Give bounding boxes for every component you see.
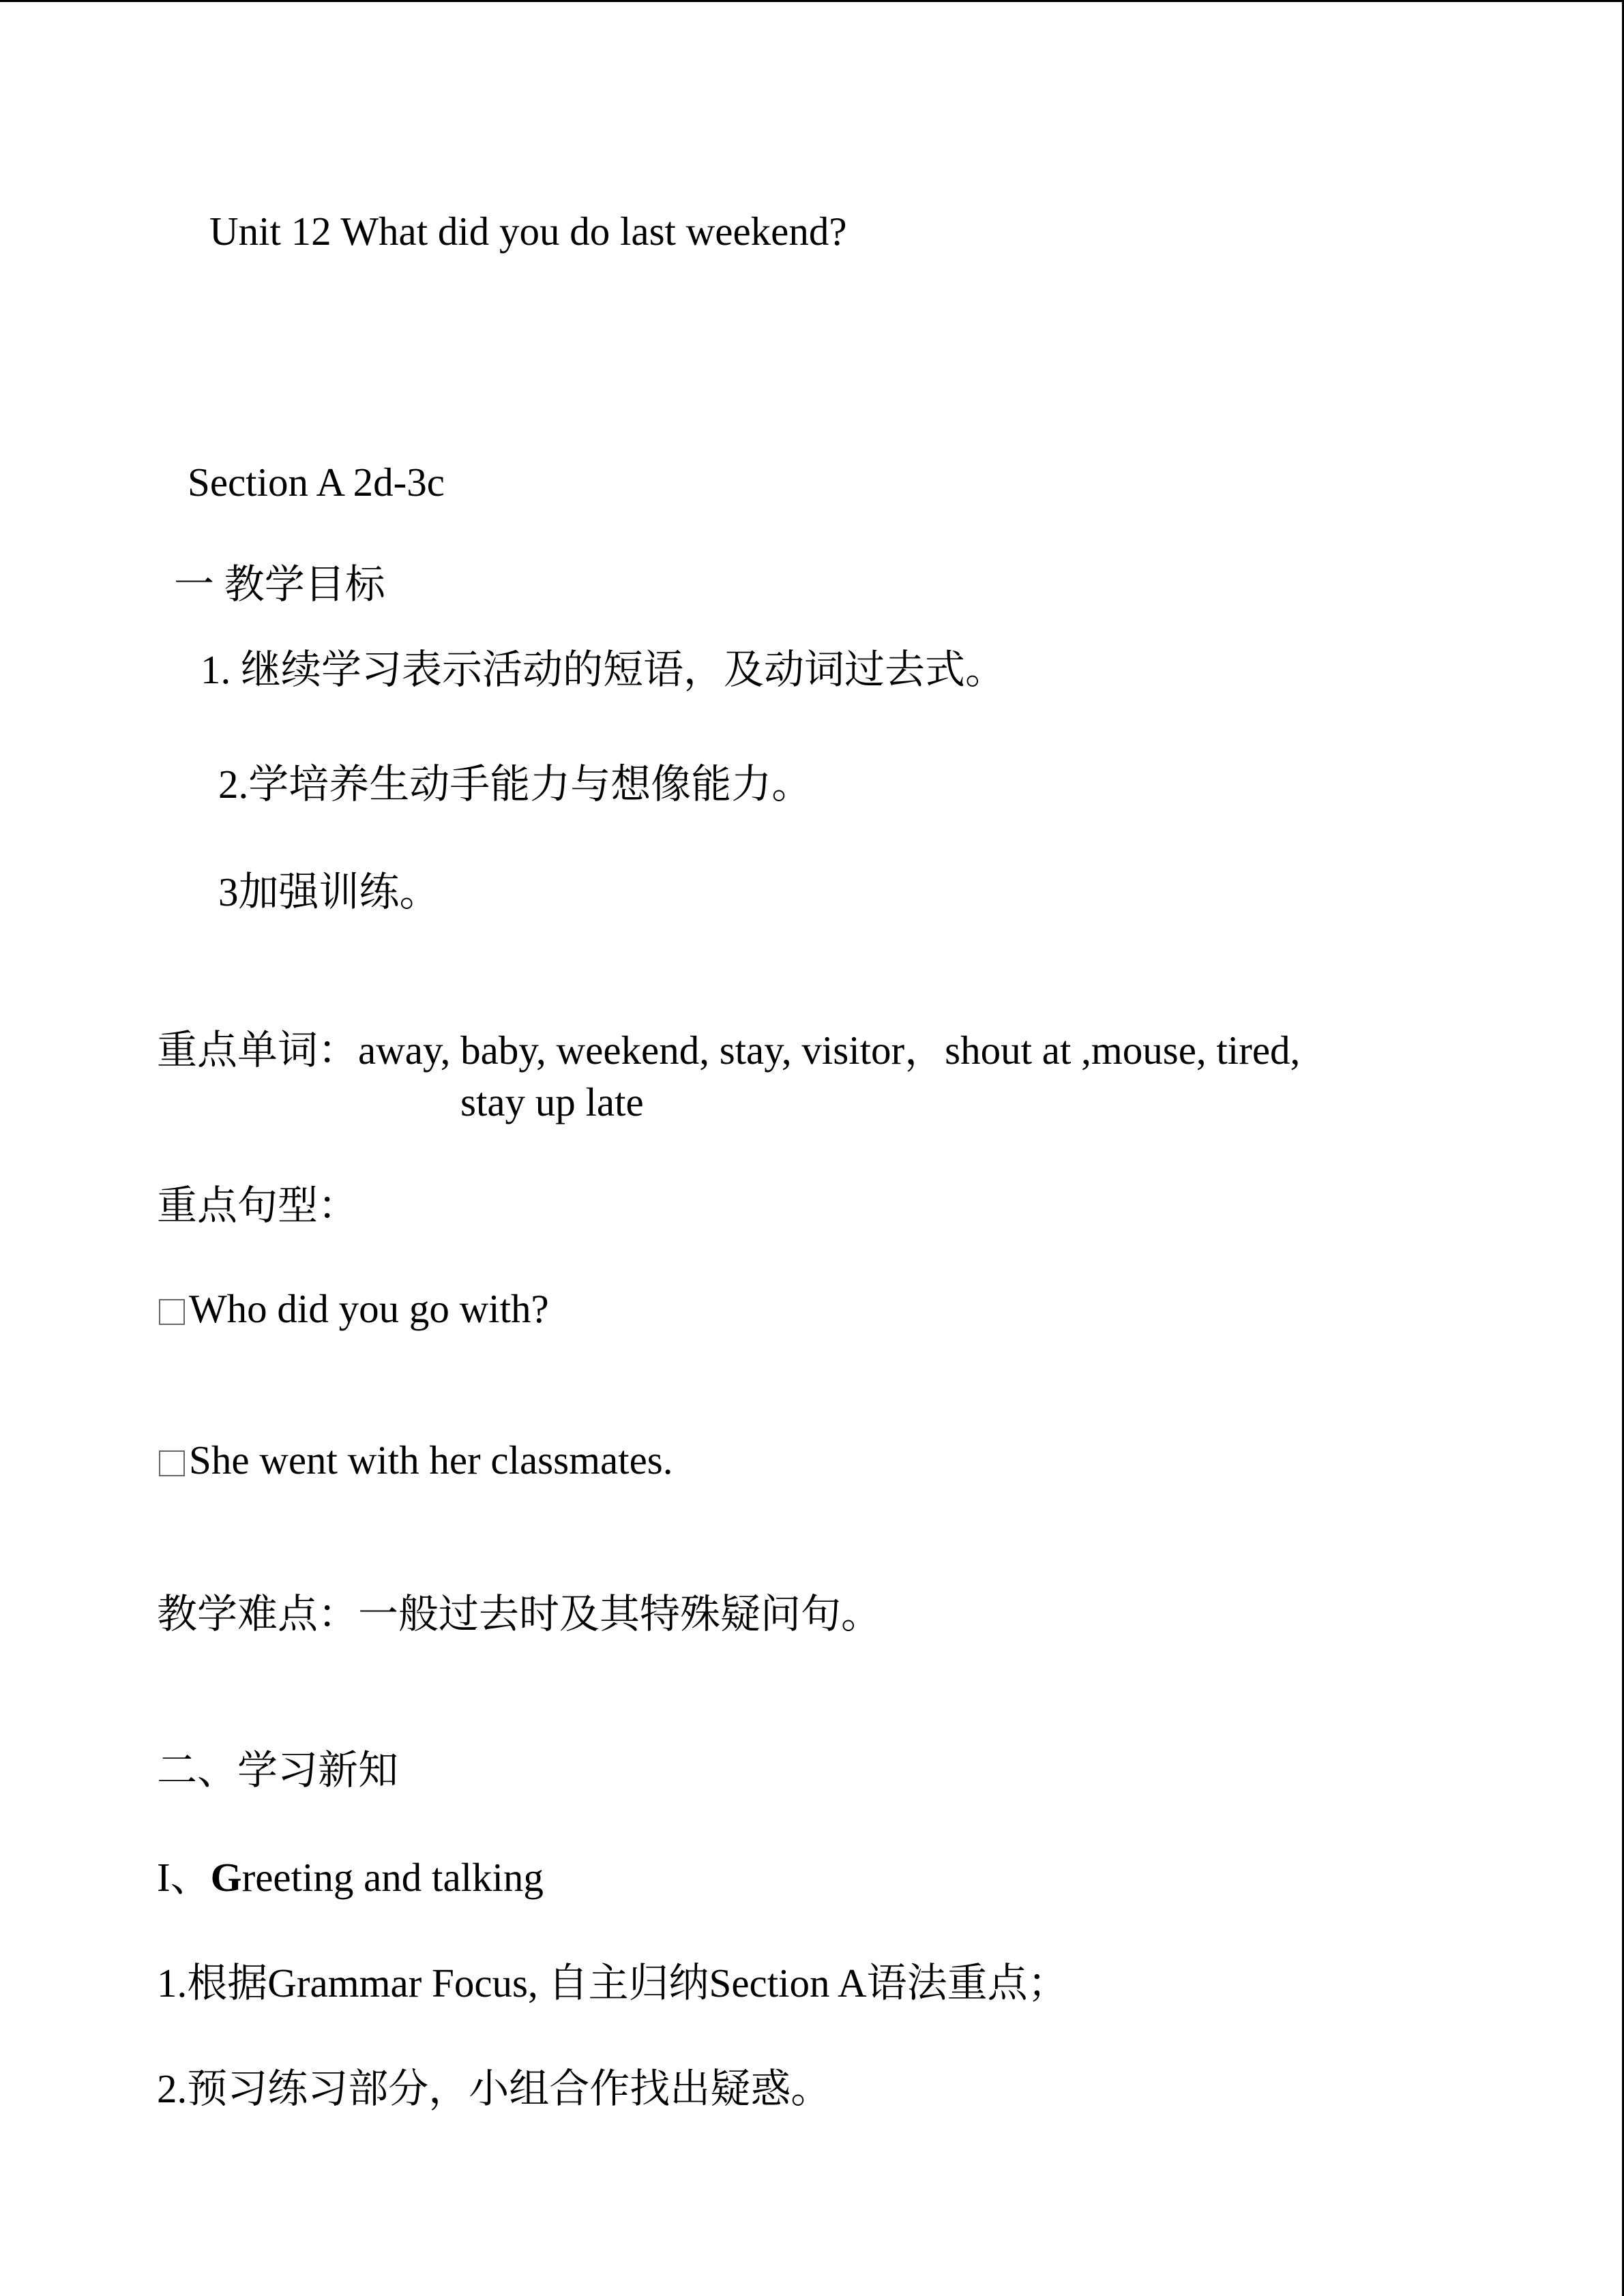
checkbox-icon	[159, 1450, 185, 1476]
key-sentence-1-text: Who did you go with?	[189, 1286, 549, 1331]
new-learning-item-1: 1.根据Grammar Focus, 自主归纳Section A语法重点；	[157, 1960, 1068, 2006]
key-words-continuation: stay up late	[460, 1079, 644, 1124]
key-words-label: 重点单词：	[157, 1028, 359, 1073]
teaching-difficulty: 教学难点：一般过去时及其特殊疑问句。	[157, 1592, 882, 1637]
objective-item-2: 2.学培养生动手能力与想像能力。	[218, 762, 812, 807]
subheading-prefix: I、	[157, 1855, 211, 1900]
key-sentence-2	[159, 1436, 673, 1484]
new-learning-item-2: 2.预习练习部分，小组合作找出疑惑。	[157, 2066, 831, 2111]
new-learning-heading: 二、学习新知	[157, 1748, 399, 1793]
objectives-heading: 一 教学目标	[174, 562, 385, 607]
key-sentences-label: 重点句型：	[157, 1183, 359, 1228]
key-sentence-1	[159, 1285, 549, 1332]
key-words-list: away, baby, weekend, stay, visitor，shout at ,mouse, tired,	[358, 1028, 1301, 1073]
subheading-bold-letter: G	[210, 1855, 242, 1900]
checkbox-icon	[159, 1299, 185, 1325]
key-sentence-2-text: She went with her classmates.	[189, 1437, 673, 1482]
subheading-rest: reeting and talking	[241, 1855, 544, 1900]
section-heading: Section A 2d-3c	[188, 460, 445, 505]
document-title: Unit 12 What did you do last weekend?	[209, 209, 847, 254]
page-border-top	[0, 0, 1624, 2]
objective-item-3: 3加强训练。	[218, 869, 440, 914]
greeting-subheading	[157, 1853, 544, 1901]
objective-item-1: 1. 继续学习表示活动的短语，及动词过去式。	[201, 647, 1006, 692]
key-words-line	[157, 1026, 1300, 1074]
